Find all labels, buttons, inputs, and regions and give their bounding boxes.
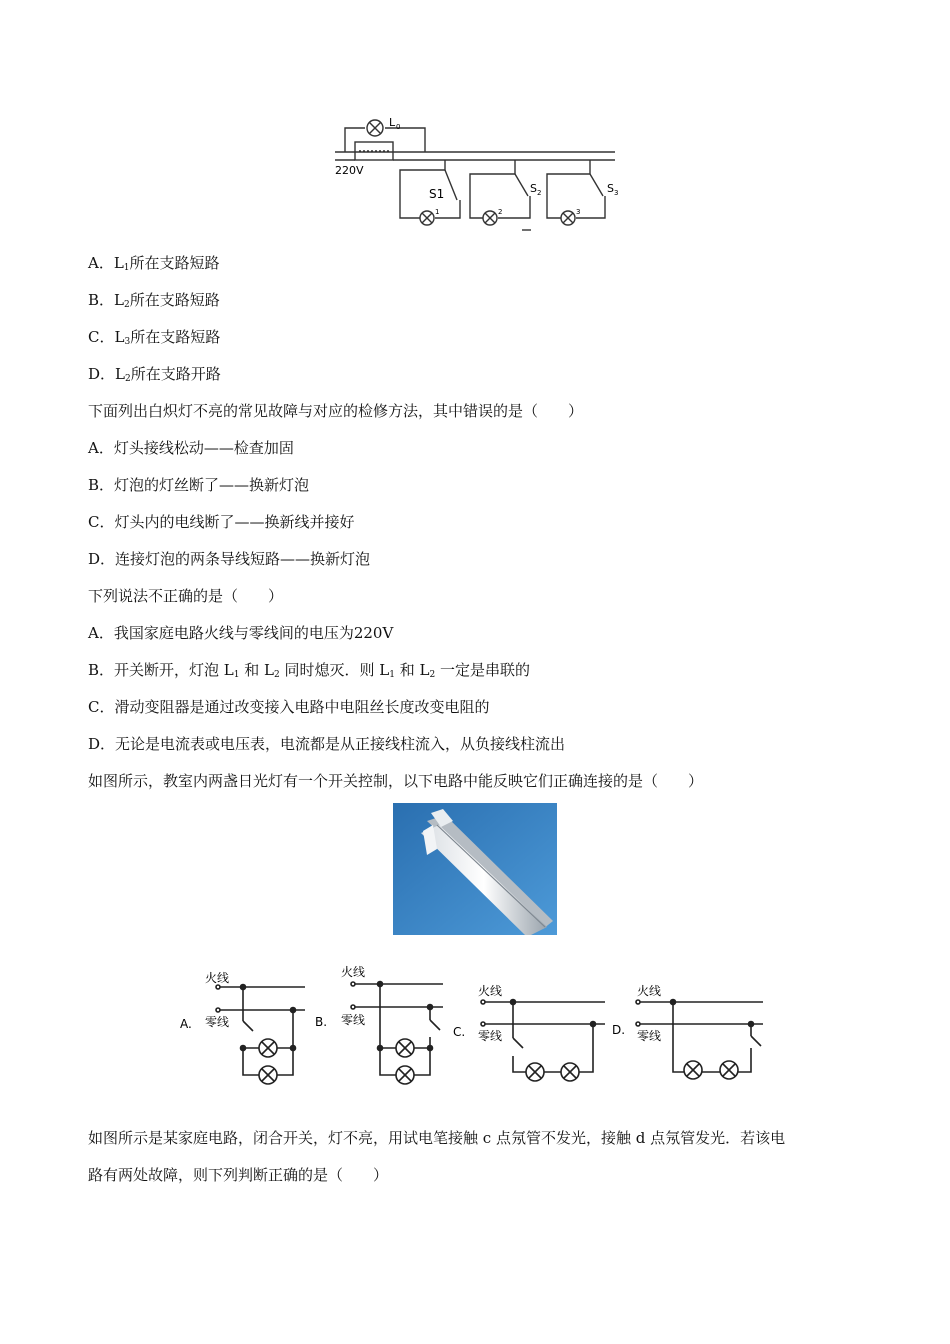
- circuit-d-neutral-label: 零线: [637, 1029, 662, 1043]
- q4-stem: 如图所示，教室内两盏日光灯有一个开关控制，以下电路中能反映它们正确连接的是（ ）: [88, 772, 704, 790]
- circuit-c-live-label: 火线: [478, 984, 503, 998]
- svg-text:3: 3: [614, 189, 619, 197]
- switch1-label: S1: [429, 187, 445, 201]
- circuit-a-neutral-label: 零线: [205, 1015, 230, 1029]
- lamp-top-label: L: [389, 116, 396, 129]
- q1-option-b: B．$L_2$所在支路短路: [88, 291, 220, 310]
- circuit-b-live-label: 火线: [341, 965, 366, 979]
- svg-text:2: 2: [537, 189, 542, 197]
- voltage-label: 220V: [335, 164, 364, 177]
- q2-option-d: D．连接灯泡的两条导线短路——换新灯泡: [88, 550, 371, 568]
- circuit-b-neutral-label: 零线: [341, 1013, 366, 1027]
- circuit-b: [351, 982, 443, 1085]
- q1-option-d: D．$L_2$所在支路开路: [88, 365, 221, 384]
- circuit-options-figure: [175, 960, 775, 1090]
- circuit-b-letter: B.: [315, 1015, 328, 1029]
- q2-option-b: B．灯泡的灯丝断了——换新灯泡: [88, 476, 310, 494]
- q2-stem: 下面列出白炽灯不亮的常见故障与对应的检修方法，其中错误的是（ ）: [88, 402, 584, 420]
- circuit-d-live-label: 火线: [637, 984, 662, 998]
- q3-option-c: C．滑动变阻器是通过改变接入电路中电阻丝长度改变电阻的: [88, 698, 490, 716]
- svg-text:3: 3: [576, 208, 581, 216]
- circuit-a-letter: A.: [180, 1017, 192, 1031]
- q3-stem: 下列说法不正确的是（ ）: [88, 587, 284, 605]
- q3-option-b: B．开关断开，灯泡 $L_1$ 和 $L_2$ 同时熄灭．则 $L_1$ 和 $L_2$ 一定是串联的: [88, 661, 530, 680]
- circuit-a: [216, 985, 305, 1085]
- circuit-figure-1: [325, 108, 625, 234]
- circuit-d-letter: D.: [612, 1023, 626, 1037]
- q3-option-d: D．无论是电流表或电压表，电流都是从正接线柱流入，从负接线柱流出: [88, 735, 566, 753]
- q2-option-c: C．灯头内的电线断了——换新线并接好: [88, 513, 355, 531]
- q5-stem-line1: 如图所示是某家庭电路，闭合开关，灯不亮，用试电笔接触 c 点氖管不发光，接触 d 点氖管发光．若该电: [88, 1129, 786, 1147]
- circuit-a-live-label: 火线: [205, 971, 230, 985]
- q1-option-c: C．$L_3$所在支路短路: [88, 328, 221, 347]
- q1-option-a: A．$L_1$所在支路短路: [88, 254, 220, 273]
- q5-stem-line2: 路有两处故障，则下列判断正确的是（ ）: [88, 1166, 389, 1184]
- svg-text:0: 0: [396, 123, 401, 131]
- switch2-label: S: [530, 182, 537, 195]
- circuit-c-neutral-label: 零线: [478, 1029, 503, 1043]
- svg-text:1: 1: [435, 208, 440, 216]
- q2-option-a: A．灯头接线松动——检查加固: [88, 439, 294, 457]
- fluorescent-lamp-photo: [393, 803, 557, 935]
- circuit-c-letter: C.: [453, 1025, 466, 1039]
- svg-text:2: 2: [498, 208, 503, 216]
- switch3-label: S: [607, 182, 614, 195]
- q3-option-a: A．我国家庭电路火线与零线间的电压为220V: [88, 624, 394, 642]
